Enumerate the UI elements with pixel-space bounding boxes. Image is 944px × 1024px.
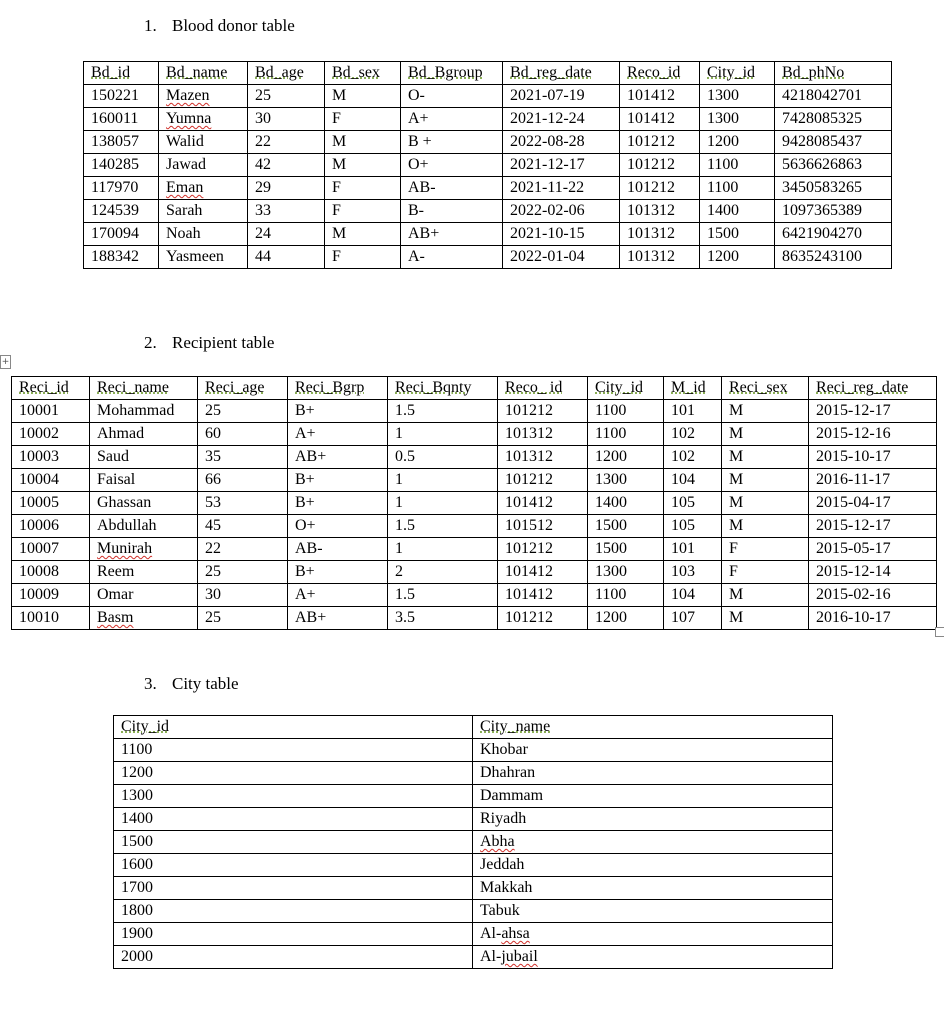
table-row (12, 469, 937, 492)
table-row (12, 584, 937, 607)
recipient-cell: 1200 (588, 607, 664, 630)
donor-cell: 150221 (84, 85, 159, 108)
city-cell: 1900 (114, 923, 473, 946)
recipient-cell: Munirah (90, 538, 198, 561)
donor-column-header: Bd_phNo (775, 62, 892, 85)
donor-cell: 124539 (84, 200, 159, 223)
recipient-cell: 104 (664, 469, 722, 492)
city-heading-title: City table (172, 674, 239, 693)
city-cell: Dhahran (473, 762, 833, 785)
donor-column-header: Bd_id (84, 62, 159, 85)
city-column-header: City_id (114, 716, 473, 739)
donor-cell: 7428085325 (775, 108, 892, 131)
recipient-column-header: Reci_reg_date (809, 377, 937, 400)
recipient-cell: 2015-12-17 (809, 400, 937, 423)
table-row (12, 423, 937, 446)
donor-cell: 101312 (620, 200, 700, 223)
recipient-cell: 101 (664, 538, 722, 561)
recipient-cell: 2015-12-17 (809, 515, 937, 538)
donor-cell: 2021-12-17 (503, 154, 620, 177)
city-cell: Al-jubail (473, 946, 833, 969)
blood-donor-table (83, 61, 892, 269)
city-table (113, 715, 833, 969)
recipient-cell: Basm (90, 607, 198, 630)
city-cell: Abha (473, 831, 833, 854)
recipient-cell: 10004 (12, 469, 90, 492)
recipient-cell: AB- (288, 538, 388, 561)
table-row (114, 854, 833, 877)
donor-cell: 101212 (620, 177, 700, 200)
recipient-cell: 25 (198, 607, 288, 630)
city-cell: Riyadh (473, 808, 833, 831)
recipient-cell: 45 (198, 515, 288, 538)
recipient-cell: B+ (288, 561, 388, 584)
table-row (84, 85, 892, 108)
donor-cell: 101312 (620, 223, 700, 246)
donor-cell: 1097365389 (775, 200, 892, 223)
recipient-column-header: M_id (664, 377, 722, 400)
table-row (12, 492, 937, 515)
recipient-cell: M (722, 446, 809, 469)
city-cell: 1800 (114, 900, 473, 923)
donor-cell: 1500 (700, 223, 775, 246)
donor-cell: 1200 (700, 131, 775, 154)
recipient-cell: 1100 (588, 584, 664, 607)
table-resize-handle[interactable] (935, 627, 944, 637)
recipient-cell: 25 (198, 561, 288, 584)
recipient-cell: 1100 (588, 400, 664, 423)
donor-cell: 101212 (620, 131, 700, 154)
donor-cell: 1100 (700, 177, 775, 200)
donor-cell: 2022-01-04 (503, 246, 620, 269)
donor-cell: 44 (248, 246, 325, 269)
donor-cell: A+ (401, 108, 503, 131)
table-row (114, 946, 833, 969)
donor-cell: 29 (248, 177, 325, 200)
table-row (84, 154, 892, 177)
city-cell: 1700 (114, 877, 473, 900)
recipient-cell: 1400 (588, 492, 664, 515)
recipient-cell: 10010 (12, 607, 90, 630)
recipient-column-header: Reci_id (12, 377, 90, 400)
recipient-column-header: Reci_name (90, 377, 198, 400)
recipient-cell: 104 (664, 584, 722, 607)
donor-cell: 170094 (84, 223, 159, 246)
recipient-cell: 53 (198, 492, 288, 515)
table-row (114, 923, 833, 946)
donor-cell: 22 (248, 131, 325, 154)
donor-cell: 1300 (700, 108, 775, 131)
recipient-cell: 107 (664, 607, 722, 630)
recipient-cell: Abdullah (90, 515, 198, 538)
recipient-cell: O+ (288, 515, 388, 538)
city-cell: 2000 (114, 946, 473, 969)
donor-cell: 5636626863 (775, 154, 892, 177)
table-row (84, 131, 892, 154)
donor-header-row (84, 62, 892, 85)
recipient-cell: 2015-12-16 (809, 423, 937, 446)
city-cell: Al-ahsa (473, 923, 833, 946)
recipient-cell: M (722, 515, 809, 538)
recipient-cell: Ahmad (90, 423, 198, 446)
table-row (114, 739, 833, 762)
donor-cell: B + (401, 131, 503, 154)
recipient-heading-title: Recipient table (172, 333, 275, 352)
donor-cell: 33 (248, 200, 325, 223)
donor-table-heading (144, 16, 295, 36)
recipient-cell: 101512 (498, 515, 588, 538)
recipient-cell: 1100 (588, 423, 664, 446)
recipient-cell: 60 (198, 423, 288, 446)
recipient-cell: 10006 (12, 515, 90, 538)
donor-cell: Walid (159, 131, 248, 154)
city-column-header: City_name (473, 716, 833, 739)
donor-cell: 25 (248, 85, 325, 108)
donor-cell: A- (401, 246, 503, 269)
city-cell: 1100 (114, 739, 473, 762)
recipient-cell: 1 (388, 423, 498, 446)
donor-heading-title: Blood donor table (172, 16, 295, 35)
recipient-column-header: Reci_Bgrp (288, 377, 388, 400)
donor-column-header: Bd_sex (325, 62, 401, 85)
recipient-cell: Saud (90, 446, 198, 469)
donor-cell: F (325, 108, 401, 131)
donor-cell: 42 (248, 154, 325, 177)
recipient-column-header: City_id (588, 377, 664, 400)
city-cell: 1300 (114, 785, 473, 808)
donor-cell: 188342 (84, 246, 159, 269)
donor-cell: 101412 (620, 85, 700, 108)
recipient-cell: 101412 (498, 584, 588, 607)
city-cell: 1400 (114, 808, 473, 831)
donor-cell: AB+ (401, 223, 503, 246)
recipient-column-header: Reci_sex (722, 377, 809, 400)
table-row (84, 223, 892, 246)
donor-cell: 1400 (700, 200, 775, 223)
recipient-cell: Ghassan (90, 492, 198, 515)
recipient-cell: 101212 (498, 469, 588, 492)
donor-cell: O+ (401, 154, 503, 177)
donor-cell: 2022-02-06 (503, 200, 620, 223)
donor-cell: 3450583265 (775, 177, 892, 200)
recipient-cell: 1.5 (388, 584, 498, 607)
donor-cell: Sarah (159, 200, 248, 223)
move-handle-icon[interactable]: + (1, 357, 10, 367)
donor-cell: 2021-07-19 (503, 85, 620, 108)
recipient-cell: 1.5 (388, 400, 498, 423)
recipient-cell: 30 (198, 584, 288, 607)
recipient-cell: 2015-02-16 (809, 584, 937, 607)
recipient-cell: M (722, 607, 809, 630)
recipient-cell: 2 (388, 561, 498, 584)
recipient-cell: 2015-10-17 (809, 446, 937, 469)
donor-column-header: City_id (700, 62, 775, 85)
recipient-cell: 25 (198, 400, 288, 423)
donor-cell: 8635243100 (775, 246, 892, 269)
recipient-cell: 10003 (12, 446, 90, 469)
recipient-cell: 1.5 (388, 515, 498, 538)
donor-cell: F (325, 246, 401, 269)
recipient-cell: B+ (288, 469, 388, 492)
recipient-cell: 102 (664, 446, 722, 469)
recipient-cell: 1500 (588, 515, 664, 538)
donor-cell: 140285 (84, 154, 159, 177)
table-row (114, 900, 833, 923)
recipient-cell: M (722, 469, 809, 492)
donor-column-header: Bd_name (159, 62, 248, 85)
table-row (12, 607, 937, 630)
recipient-cell: 10005 (12, 492, 90, 515)
recipient-cell: 101212 (498, 400, 588, 423)
recipient-cell: M (722, 584, 809, 607)
recipient-cell: A+ (288, 423, 388, 446)
donor-cell: 30 (248, 108, 325, 131)
donor-cell: Noah (159, 223, 248, 246)
recipient-cell: 3.5 (388, 607, 498, 630)
recipient-cell: 35 (198, 446, 288, 469)
recipient-cell: B+ (288, 400, 388, 423)
recipient-cell: 105 (664, 515, 722, 538)
table-row (84, 108, 892, 131)
recipient-cell: A+ (288, 584, 388, 607)
recipient-cell: M (722, 492, 809, 515)
recipient-cell: Omar (90, 584, 198, 607)
table-row (12, 515, 937, 538)
recipient-cell: 10002 (12, 423, 90, 446)
recipient-cell: 1500 (588, 538, 664, 561)
recipient-table-heading (144, 333, 274, 353)
recipient-cell: Reem (90, 561, 198, 584)
city-header-row (114, 716, 833, 739)
city-cell: 1600 (114, 854, 473, 877)
donor-cell: 101312 (620, 246, 700, 269)
table-row (84, 177, 892, 200)
donor-cell: B- (401, 200, 503, 223)
city-table-heading (144, 674, 239, 694)
donor-heading-number: 1. (144, 16, 157, 35)
recipient-cell: 10009 (12, 584, 90, 607)
donor-cell: 1200 (700, 246, 775, 269)
donor-cell: 101412 (620, 108, 700, 131)
donor-column-header: Bd_age (248, 62, 325, 85)
donor-cell: Jawad (159, 154, 248, 177)
donor-cell: 9428085437 (775, 131, 892, 154)
recipient-cell: F (722, 561, 809, 584)
recipient-cell: 22 (198, 538, 288, 561)
recipient-cell: 2015-04-17 (809, 492, 937, 515)
table-row (12, 446, 937, 469)
donor-cell: M (325, 85, 401, 108)
recipient-cell: 2015-12-14 (809, 561, 937, 584)
donor-column-header: Bd_Bgroup (401, 62, 503, 85)
table-row (114, 785, 833, 808)
donor-cell: 2022-08-28 (503, 131, 620, 154)
donor-cell: 1300 (700, 85, 775, 108)
recipient-cell: 10001 (12, 400, 90, 423)
recipient-cell: 2015-05-17 (809, 538, 937, 561)
recipient-cell: 1300 (588, 561, 664, 584)
table-row (114, 808, 833, 831)
recipient-cell: 0.5 (388, 446, 498, 469)
recipient-cell: B+ (288, 492, 388, 515)
table-row (84, 246, 892, 269)
recipient-column-header: Reci_age (198, 377, 288, 400)
donor-cell: M (325, 223, 401, 246)
table-row (12, 538, 937, 561)
donor-cell: 24 (248, 223, 325, 246)
city-cell: Jeddah (473, 854, 833, 877)
donor-cell: 6421904270 (775, 223, 892, 246)
recipient-cell: F (722, 538, 809, 561)
donor-cell: 117970 (84, 177, 159, 200)
donor-cell: AB- (401, 177, 503, 200)
donor-cell: 138057 (84, 131, 159, 154)
recipient-cell: 101312 (498, 423, 588, 446)
donor-cell: Yumna (159, 108, 248, 131)
table-row (114, 877, 833, 900)
donor-cell: O- (401, 85, 503, 108)
donor-column-header: Reco_id (620, 62, 700, 85)
table-row (12, 400, 937, 423)
recipient-cell: M (722, 423, 809, 446)
recipient-cell: AB+ (288, 607, 388, 630)
donor-cell: M (325, 154, 401, 177)
donor-cell: Mazen (159, 85, 248, 108)
recipient-cell: 101412 (498, 492, 588, 515)
recipient-column-header: Reci_Bqnty (388, 377, 498, 400)
table-row (114, 831, 833, 854)
city-cell: Dammam (473, 785, 833, 808)
recipient-cell: 101212 (498, 538, 588, 561)
recipient-cell: Mohammad (90, 400, 198, 423)
city-cell: Khobar (473, 739, 833, 762)
donor-cell: Yasmeen (159, 246, 248, 269)
recipient-cell: 103 (664, 561, 722, 584)
table-row (114, 762, 833, 785)
recipient-cell: 101212 (498, 607, 588, 630)
recipient-cell: 105 (664, 492, 722, 515)
recipient-cell: 66 (198, 469, 288, 492)
recipient-cell: 101412 (498, 561, 588, 584)
recipient-cell: 2016-10-17 (809, 607, 937, 630)
donor-cell: 160011 (84, 108, 159, 131)
recipient-column-header: Reco_ id (498, 377, 588, 400)
recipient-cell: M (722, 400, 809, 423)
recipient-cell: 1300 (588, 469, 664, 492)
donor-column-header: Bd_reg_date (503, 62, 620, 85)
recipient-cell: 102 (664, 423, 722, 446)
city-cell: Makkah (473, 877, 833, 900)
city-cell: 1200 (114, 762, 473, 785)
recipient-cell: 1200 (588, 446, 664, 469)
donor-cell: 2021-11-22 (503, 177, 620, 200)
donor-cell: Eman (159, 177, 248, 200)
donor-cell: 101212 (620, 154, 700, 177)
recipient-cell: 1 (388, 492, 498, 515)
recipient-cell: Faisal (90, 469, 198, 492)
donor-cell: F (325, 200, 401, 223)
city-heading-number: 3. (144, 674, 157, 693)
recipient-cell: 101312 (498, 446, 588, 469)
recipient-cell: 1 (388, 469, 498, 492)
donor-cell: 1100 (700, 154, 775, 177)
recipient-cell: 1 (388, 538, 498, 561)
recipient-cell: 10007 (12, 538, 90, 561)
city-cell: 1500 (114, 831, 473, 854)
recipient-cell: 2016-11-17 (809, 469, 937, 492)
donor-cell: F (325, 177, 401, 200)
table-row (84, 200, 892, 223)
recipient-cell: AB+ (288, 446, 388, 469)
recipient-table (11, 376, 937, 630)
donor-cell: 2021-10-15 (503, 223, 620, 246)
recipient-heading-number: 2. (144, 333, 157, 352)
donor-cell: 4218042701 (775, 85, 892, 108)
recipient-cell: 10008 (12, 561, 90, 584)
recipient-cell: 101 (664, 400, 722, 423)
recipient-header-row (12, 377, 937, 400)
donor-cell: 2021-12-24 (503, 108, 620, 131)
city-cell: Tabuk (473, 900, 833, 923)
donor-cell: M (325, 131, 401, 154)
table-row (12, 561, 937, 584)
